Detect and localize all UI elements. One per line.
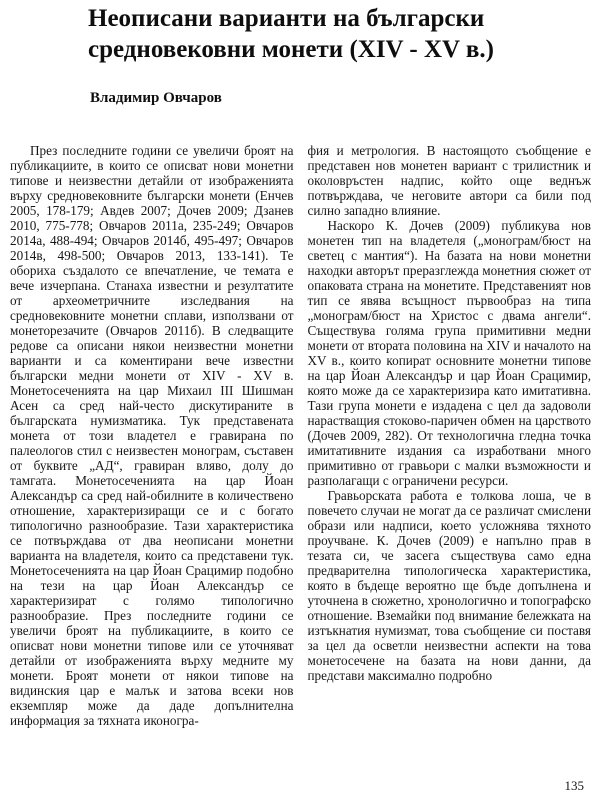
paragraph: Наскоро К. Дочев (2009) публикува нов монетен тип на владетеля („монограм/бюст на светец с мантия“). На базата на нови монетни находки авторът преразглежда монетния сюжет от опаковата страна на монетите. Представеният нов тип се явява всъщност първообраз на типа „монограм/бюст на Христос с двама ангели“. Съществува голяма група примитивни медни монети от втората половина на XIV и началото на XV в., които копират основните монетни типове на цар Йоан Александър и цар Йоан Срацимир, която може да се характеризира като имитативна. Тази група монети е издадена с цел да задоволи нарастващия стоково-паричен обмен на царството (Дочев 2009, 282). От технологична гледна точка имитативните издания са изработвани много примитивно от гравьори с малки възможности и разполагащи с ограничени ресурси. <box>307 218 591 488</box>
right-column <box>308 143 592 728</box>
paragraph: Гравьорската работа е толкова лоша, че в повечето случаи не могат да се различат смислени образи или надписи, което усложнява тяхното проучване. К. Дочев (2009) е напълно прав в тезата си, че засега съществува само една предварителна типологическа характеристика, която в бъдеще вероятно ще бъде допълнена и уточнена в сюжетно, хронологично и топографско отношение. Вземайки под внимание бележката на изтъкнатия нумизмат, това съобщение си поставя за цел да осветли неизвестни аспекти на това монетосечене на базата на нови данни, да представи максимално подробно <box>307 488 591 683</box>
paragraph-continuation: фия и метрология. В настоящото съобщение е представен нов монетен вариант с трилистник и околовръстен надпис, който още веднъж потвърждава, че неговите автори са били под силно западно влияние. <box>307 143 591 218</box>
two-column-body <box>10 143 591 728</box>
paper-title: Неописани варианти на български средновековни монети (XIV - XV в.) <box>88 5 494 63</box>
paper-author: Владимир Овчаров <box>90 90 222 106</box>
left-column <box>10 143 294 728</box>
page-number: 135 <box>564 778 584 793</box>
paragraph: През последните години се увеличи броят на публикациите, в които се описват нови монетни типове и неизвестни детайли от изображенията върху средновековните български монети (Енчев 2005, 178-179; Авдев 2007; Дочев 2009; Дзанев 2010, 775-778; Овчаров 2011а, 235-249; Овчаров 2014а, 488-494; Овчаров 2014б, 495-497; Овчаров 2014в, 498-500; Овчаров 2013, 133-141). Те обориха създалото се впечатление, че темата е вече изчерпана. Станаха известни и резултатите от археометричните изследвания на средновековните монетни сплави, използвани от монеторезачите (Овчаров 2011б). В следващите редове са описани някои неизвестни монетни варианти и са коментирани вече известни български медни монети от XIV - XV в. Монетосеченията на цар Михаил III Шишман Асен са сред най-често дискутираните в българската нумизматика. Тук представената монета от този владетел е гравирана по палеологов стил с неизвестен монограм, съставен от буквите „АД“, гравиран вляво, долу до тамгата. Монетосеченията на цар Йоан Александър са сред най-обилните в количествено отношение, характеризиращи се и с богато типологично разнообразие. Тази характеристика се потвърждава от два неописани монетни варианта на владетеля, които са представени тук. Монетосеченията на цар Йоан Срацимир подобно на тези на цар Йоан Александър се характеризират с голямо типологично разнообразие. През последните години се увеличи броят на публикациите, в които се описват нови монетни типове или се уточняват детайли от изображенията върху медните му монети. Броят монети от някои типове на видинския цар е малък и затова всеки нов екземпляр може да даде допълнителна информация за тяхната иконогра- <box>10 143 294 728</box>
